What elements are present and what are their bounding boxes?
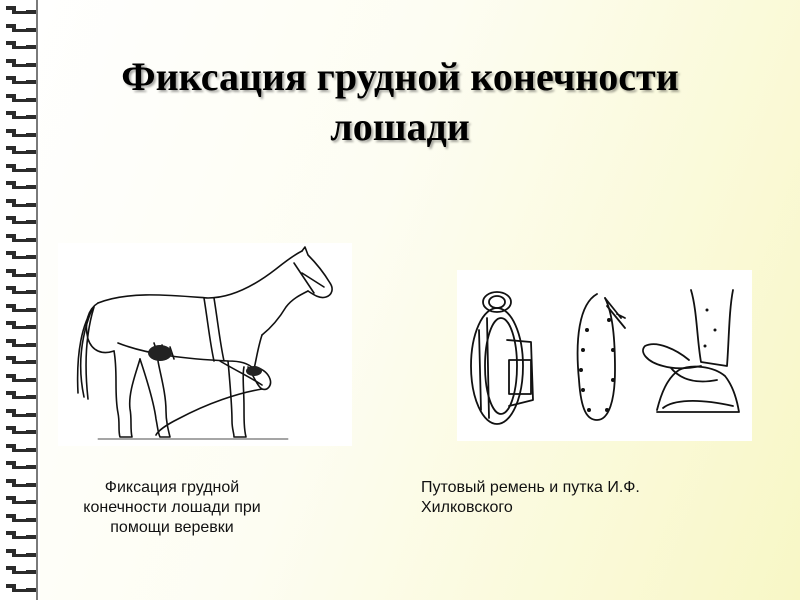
binding-ring — [6, 59, 36, 68]
binding-ring — [6, 76, 36, 85]
binding-ring — [6, 164, 36, 173]
right-figure-caption — [421, 478, 721, 518]
binding-ring — [6, 374, 36, 383]
binding-ring — [6, 111, 36, 120]
binding-ring — [6, 426, 36, 435]
binding-ring — [6, 514, 36, 523]
binding-ring — [6, 146, 36, 155]
binding-ring — [6, 339, 36, 348]
left-figure-caption — [56, 478, 288, 538]
binding-ring — [6, 479, 36, 488]
binding-ring — [6, 251, 36, 260]
binding-ring — [6, 496, 36, 505]
binding-ring — [6, 304, 36, 313]
binding-ring — [6, 286, 36, 295]
binding-ring — [6, 24, 36, 33]
binding-ring — [6, 391, 36, 400]
title-line-2: лошади — [330, 104, 470, 149]
binding-ring — [6, 41, 36, 50]
left-caption-line-1: Фиксация грудной — [104, 479, 240, 496]
binding-edge-line — [36, 0, 38, 600]
binding-ring — [6, 531, 36, 540]
title-line-1: Фиксация грудной конечности — [121, 54, 679, 99]
left-caption-line-3: помощи веревки — [110, 519, 234, 536]
strap-drawing — [457, 270, 752, 441]
binding-ring — [6, 549, 36, 558]
binding-ring — [6, 234, 36, 243]
binding-ring — [6, 269, 36, 278]
horse-figure — [58, 243, 352, 446]
strap-figure — [457, 270, 752, 441]
binding-ring — [6, 94, 36, 103]
binding-ring — [6, 461, 36, 470]
slide-title — [40, 52, 760, 152]
horse-drawing — [58, 243, 352, 446]
binding-ring — [6, 129, 36, 138]
binding-ring — [6, 444, 36, 453]
right-caption-line-2: Хилковского — [421, 499, 513, 516]
left-caption-line-2: конечности лошади при — [83, 499, 261, 516]
binding-ring — [6, 584, 36, 593]
binding-ring — [6, 409, 36, 418]
spiral-binding — [0, 0, 40, 600]
binding-ring — [6, 321, 36, 330]
binding-ring — [6, 6, 36, 15]
binding-ring — [6, 181, 36, 190]
right-caption-line-1: Путовый ремень и путка И.Ф. — [421, 479, 640, 496]
binding-ring — [6, 199, 36, 208]
binding-ring — [6, 566, 36, 575]
binding-ring — [6, 216, 36, 225]
binding-ring — [6, 356, 36, 365]
